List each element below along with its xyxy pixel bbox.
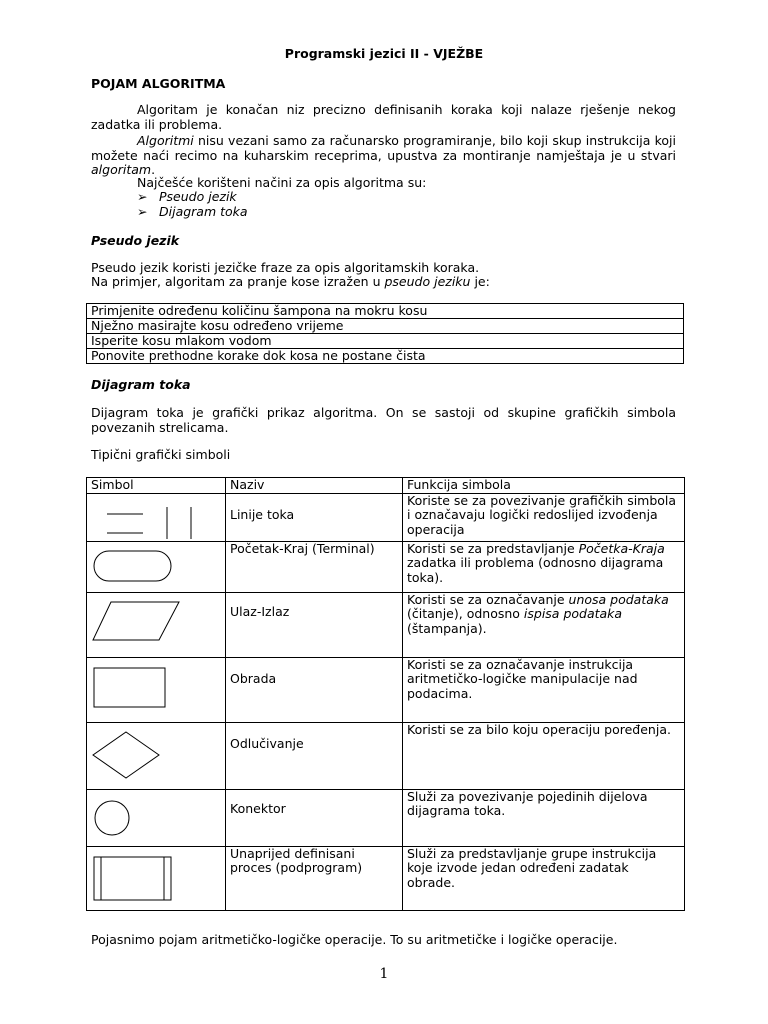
header-funkcija: Funkcija simbola — [403, 478, 685, 494]
symbol-cell — [87, 494, 226, 542]
symbol-name-text: Obrada — [230, 671, 277, 686]
section-heading-pseudo-jezik: Pseudo jezik — [91, 233, 180, 248]
symbol-function-text: zadatka ili problema (odnosno dijagrama toka). — [407, 555, 664, 585]
table-row — [87, 319, 684, 334]
symbol-function — [403, 593, 685, 658]
symbol-function: Koristi se za bilo koju operaciju poređenja. — [403, 723, 685, 790]
section-heading-dijagram-toka: Dijagram toka — [91, 377, 191, 392]
paragraph-flowchart-intro: Dijagram toka je grafički prikaz algoritma. On se sastoji od skupine grafičkih simbola povezanih strelicama. — [91, 405, 676, 435]
symbol-name — [226, 658, 403, 723]
symbols-table — [86, 477, 685, 911]
bullet-item — [137, 205, 248, 220]
rectangle-icon — [87, 658, 226, 722]
bullet-label: Dijagram toka — [159, 204, 248, 219]
table-row — [87, 334, 684, 349]
paragraph-symbols-intro: Tipični grafički simboli — [91, 447, 231, 462]
pseudo-step: Primjenite određenu količinu šampona na mokru kosu — [87, 304, 684, 319]
symbol-function-text: (štampanja). — [407, 620, 487, 636]
document-title: Programski jezici II - VJEŽBE — [284, 46, 484, 61]
pseudo-step: Isperite kosu mlakom vodom — [87, 334, 684, 349]
paragraph-algorithms-end: . — [151, 162, 156, 178]
pseudo-step: Ponovite prethodne korake dok kosa ne postane čista — [87, 349, 684, 364]
pseudo-steps-table — [86, 303, 684, 364]
header-naziv: Naziv — [226, 478, 403, 494]
symbol-cell — [87, 790, 226, 847]
symbol-name — [226, 790, 403, 847]
paragraph-definition: Algoritam je konačan niz precizno definisanih koraka koji nalaze rješenje nekog zadatka ili problema. — [91, 102, 676, 132]
symbol-name — [226, 723, 403, 790]
parallelogram-icon — [87, 593, 226, 657]
connector-circle-icon — [87, 790, 226, 846]
symbol-function: Koristi se za označavanje instrukcija aritmetičko-logičke manipulacije nad podacima. — [403, 658, 685, 723]
table-row — [87, 304, 684, 319]
paragraph-methods: Najčešće korišteni načini za opis algoritma su: — [137, 175, 427, 190]
italic-algoritam: algoritam — [91, 162, 152, 178]
paragraph-algorithms — [91, 134, 676, 178]
symbol-function: Koriste se za povezivanje grafičkih simbola i označavaju logički redoslijed izvođenja operacija — [403, 494, 685, 542]
symbol-cell — [87, 847, 226, 911]
symbol-name-text: Konektor — [230, 801, 286, 816]
symbol-name — [226, 593, 403, 658]
table-row — [87, 658, 685, 723]
section-heading-pojam-algoritma: POJAM ALGORITMA — [91, 76, 226, 91]
symbol-function-italic: unosa podataka — [568, 592, 669, 607]
diamond-icon — [87, 723, 226, 789]
flow-lines-icon — [87, 494, 226, 541]
symbol-cell — [87, 542, 226, 593]
table-header-row — [87, 478, 685, 494]
italic-algoritmi: Algoritmi — [137, 133, 194, 148]
symbol-cell — [87, 658, 226, 723]
symbol-function-text: Koristi se za označavanje — [407, 592, 569, 607]
symbol-function — [403, 542, 685, 593]
symbol-function-italic: Početka-Kraja — [578, 541, 665, 556]
paragraph-algorithms-text: nisu vezani samo za računarsko programiranje, bilo koji skup instrukcija koji možete naći recimo na kuharskim receprima, upustva za montiranje namještaja je u stvari — [91, 133, 676, 163]
symbol-function: Služi za povezivanje pojedinih dijelova dijagrama toka. — [403, 790, 685, 847]
symbol-cell — [87, 723, 226, 790]
bullet-arrow-icon: ➢ — [137, 204, 148, 219]
table-row — [87, 593, 685, 658]
symbol-function-text: (čitanje), odnosno — [407, 606, 524, 622]
terminal-icon — [87, 542, 226, 592]
table-row — [87, 790, 685, 847]
table-row — [87, 542, 685, 593]
bullet-arrow-icon: ➢ — [137, 189, 148, 204]
symbol-name-text: Linije toka — [230, 507, 295, 522]
bullet-item — [137, 190, 237, 205]
italic-pseudo-jeziku: pseudo jeziku — [384, 274, 471, 289]
table-row — [87, 349, 684, 364]
subprocess-icon — [87, 847, 226, 910]
symbol-name: Unaprijed definisani proces (podprogram) — [226, 847, 403, 911]
header-simbol: Simbol — [87, 478, 226, 494]
paragraph-pseudo-example-end: je: — [470, 274, 490, 289]
symbol-cell — [87, 593, 226, 658]
symbol-function-italic: ispisa podataka — [523, 606, 623, 622]
paragraph-pseudo-example — [91, 275, 676, 290]
table-row — [87, 494, 685, 542]
paragraph-pseudo-intro: Pseudo jezik koristi jezičke fraze za opis algoritamskih koraka. — [91, 260, 480, 275]
symbol-name-text: Odlučivanje — [230, 736, 304, 751]
table-row — [87, 723, 685, 790]
symbol-function: Služi za predstavljanje grupe instrukcija koje izvode jedan određeni zadatak obrade. — [403, 847, 685, 911]
paragraph-closing: Pojasnimo pojam aritmetičko-logičke operacije. To su aritmetičke i logičke operacije. — [91, 932, 618, 947]
bullet-label: Pseudo jezik — [159, 189, 237, 204]
symbol-name — [226, 494, 403, 542]
table-row — [87, 847, 685, 911]
symbol-name: Početak-Kraj (Terminal) — [226, 542, 403, 593]
symbol-function-text: Koristi se za predstavljanje — [407, 541, 579, 556]
page-number: 1 — [379, 966, 389, 982]
paragraph-pseudo-example-text: Na primjer, algoritam za pranje kose izražen u — [91, 274, 385, 289]
pseudo-step: Nježno masirajte kosu određeno vrijeme — [87, 319, 684, 334]
symbol-name-text: Ulaz-Izlaz — [230, 604, 290, 619]
